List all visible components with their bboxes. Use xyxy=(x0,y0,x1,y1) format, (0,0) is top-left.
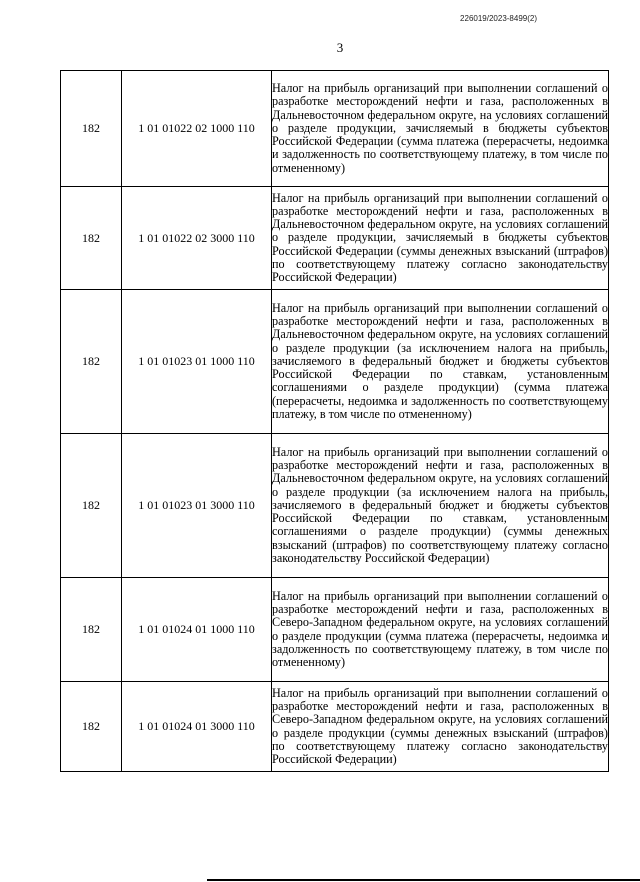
income-name-cell: Налог на прибыль организаций при выполнении соглашений о разработке месторождений нефти и газа, расположенных в Дальневосточном федеральном округе, на условиях соглашений о разделе продукции, зачисляемый в бюджеты субъектов Российской Федерации (суммы денежных взысканий (штрафов) по соответствующему платежу согласно законодательству Российской Федерации) xyxy=(272,187,609,290)
table-row xyxy=(61,578,609,682)
income-name-cell: Налог на прибыль организаций при выполнении соглашений о разработке месторождений нефти и газа, расположенных в Дальневосточном федеральном округе, на условиях соглашений о разделе продукции, зачисляемый в бюджеты субъектов Российской Федерации (сумма платежа (перерасчеты, недоимка и задолженность по соответствующему платежу, в том числе по отмененному) xyxy=(272,71,609,187)
income-name-cell: Налог на прибыль организаций при выполнении соглашений о разработке месторождений нефти и газа, расположенных в Северо-Западном федеральном округе, на условиях соглашений о разделе продукции (сумма платежа (перерасчеты, недоимка и задолженность по соответствующему платежу, в том числе по отмененному) xyxy=(272,578,609,682)
kbk-code-cell: 1 01 01022 02 1000 110 xyxy=(122,71,272,187)
income-name-cell: Налог на прибыль организаций при выполнении соглашений о разработке месторождений нефти и газа, расположенных в Дальневосточном федеральном округе, на условиях соглашений о разделе продукции (за исключением налога на прибыль, зачисляемого в федеральный бюджет и бюджеты субъектов Российской Федерации по ставкам, установленным соглашениями о разделе продукции) (суммы денежных взысканий (штрафов) по соответствующему платежу согласно законодательству Российской Федерации) xyxy=(272,434,609,578)
bottom-scan-line xyxy=(207,879,640,881)
admin-code-cell: 182 xyxy=(61,290,122,434)
table-row xyxy=(61,187,609,290)
admin-code-cell: 182 xyxy=(61,434,122,578)
table-row xyxy=(61,71,609,187)
page-number: 3 xyxy=(336,40,344,55)
kbk-code-cell: 1 01 01023 01 3000 110 xyxy=(122,434,272,578)
income-name-cell: Налог на прибыль организаций при выполнении соглашений о разработке месторождений нефти и газа, расположенных в Северо-Западном федеральном округе, на условиях соглашений о разделе продукции (суммы денежных взысканий (штрафов) по соответствующему платежу согласно законодательству Российской Федерации) xyxy=(272,682,609,772)
income-name-cell: Налог на прибыль организаций при выполнении соглашений о разработке месторождений нефти и газа, расположенных в Дальневосточном федеральном округе, на условиях соглашений о разделе продукции (за исключением налога на прибыль, зачисляемого в федеральный бюджет и бюджеты субъектов Российской Федерации по ставкам, установленным соглашениями о разделе продукции) (сумма платежа (перерасчеты, недоимка и задолженность по соответствующему платежу, в том числе по отмененному) xyxy=(272,290,609,434)
table-row xyxy=(61,290,609,434)
kbk-code-cell: 1 01 01023 01 1000 110 xyxy=(122,290,272,434)
table-body xyxy=(61,71,609,772)
budget-classification-table xyxy=(60,70,609,772)
kbk-code-cell: 1 01 01024 01 3000 110 xyxy=(122,682,272,772)
table-row xyxy=(61,434,609,578)
admin-code-cell: 182 xyxy=(61,682,122,772)
admin-code-cell: 182 xyxy=(61,578,122,682)
admin-code-cell: 182 xyxy=(61,187,122,290)
kbk-code-cell: 1 01 01024 01 1000 110 xyxy=(122,578,272,682)
table-row xyxy=(61,682,609,772)
document-registration-number: 226019/2023-8499(2) xyxy=(460,14,537,23)
kbk-code-cell: 1 01 01022 02 3000 110 xyxy=(122,187,272,290)
admin-code-cell: 182 xyxy=(61,71,122,187)
